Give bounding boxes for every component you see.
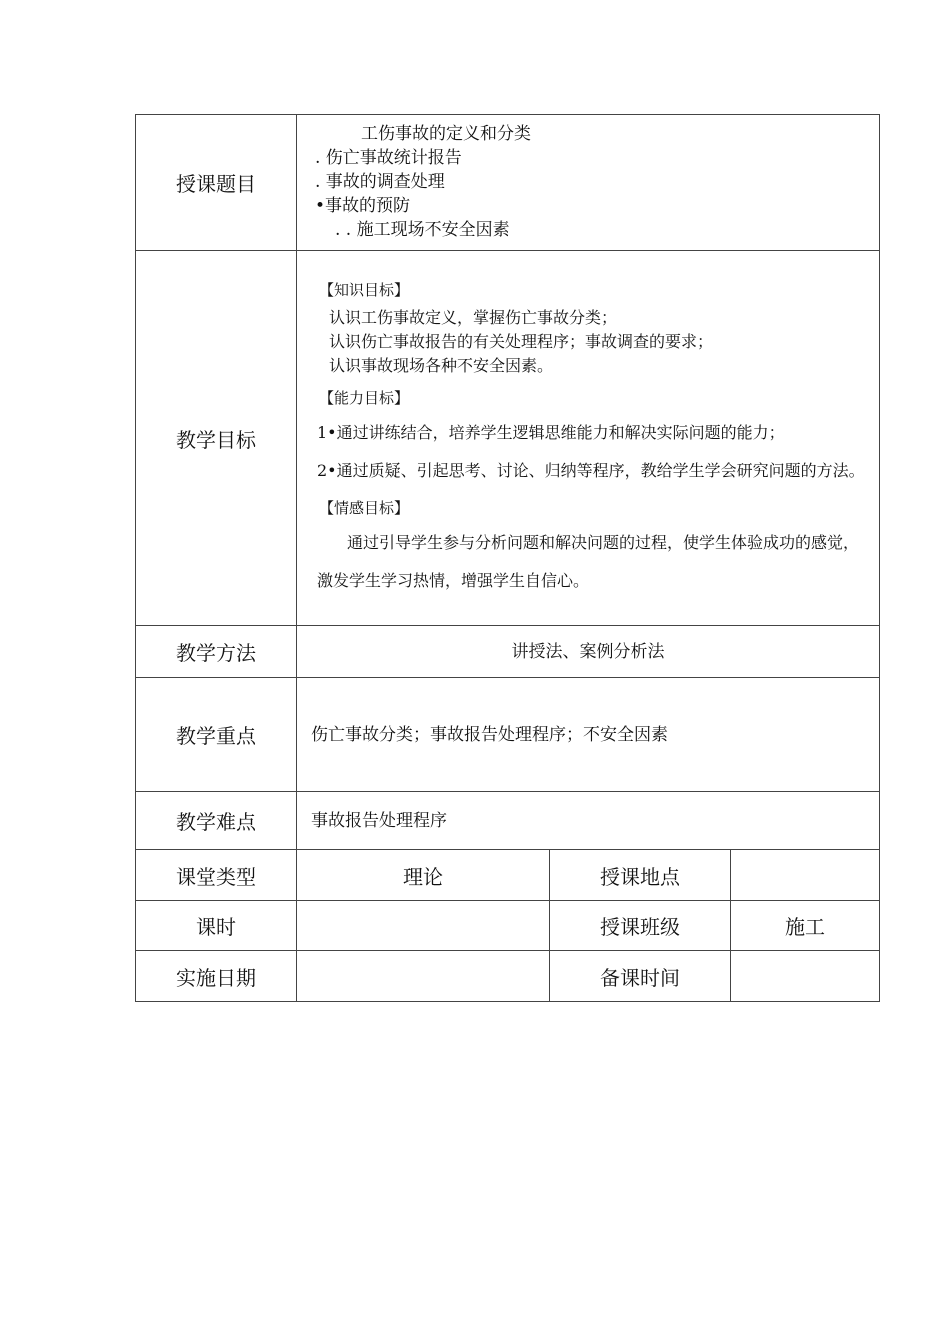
date-label: 实施日期 (136, 951, 297, 1002)
ability-item: 1•通过讲练结合，培养学生逻辑思维能力和解决实际问题的能力； (317, 423, 785, 442)
topic-line: 工伤事故的定义和分类 (361, 123, 531, 144)
class-value: 施工 (731, 901, 880, 951)
topic-row (136, 115, 880, 251)
key-points-row (136, 678, 880, 792)
hours-value (297, 901, 550, 951)
knowledge-item: 认识工伤事故定义，掌握伤亡事故分类； (329, 308, 618, 327)
method-value: 讲授法、案例分析法 (297, 626, 880, 678)
class-label: 授课班级 (550, 901, 731, 951)
difficulties-label: 教学难点 (136, 792, 297, 850)
lesson-plan-table (135, 114, 880, 1002)
objectives-label: 教学目标 (136, 251, 297, 626)
ability-header: 【能力目标】 (319, 389, 410, 407)
topic-line: . 事故的调查处理 (315, 171, 445, 192)
objectives-content (297, 251, 880, 626)
difficulties-value: 事故报告处理程序 (297, 792, 880, 850)
date-row (136, 951, 880, 1002)
prep-time-value (731, 951, 880, 1002)
knowledge-header: 【知识目标】 (319, 281, 410, 299)
method-row (136, 626, 880, 678)
location-value (731, 850, 880, 901)
hours-label: 课时 (136, 901, 297, 951)
date-value (297, 951, 550, 1002)
method-label: 教学方法 (136, 626, 297, 678)
ability-item: 2•通过质疑、引起思考、讨论、归纳等程序，教给学生学会研究问题的方法。 (317, 461, 865, 480)
knowledge-item: 认识事故现场各种不安全因素。 (329, 356, 554, 375)
topic-line: . 伤亡事故统计报告 (315, 147, 462, 168)
emotion-header: 【情感目标】 (319, 499, 410, 517)
prep-time-label: 备课时间 (550, 951, 731, 1002)
location-label: 授课地点 (550, 850, 731, 901)
emotion-text: 通过引导学生参与分析问题和解决问题的过程，使学生体验成功的感觉，激发学生学习热情，增强学生自信心。 (317, 533, 860, 590)
difficulties-row (136, 792, 880, 850)
knowledge-item: 认识伤亡事故报告的有关处理程序；事故调查的要求； (329, 332, 714, 351)
class-type-row (136, 850, 880, 901)
key-points-value: 伤亡事故分类；事故报告处理程序；不安全因素 (297, 678, 880, 792)
class-type-label: 课堂类型 (136, 850, 297, 901)
topic-content (297, 115, 880, 251)
topic-label: 授课题目 (136, 115, 297, 251)
topic-line: . . 施工现场不安全因素 (335, 219, 510, 240)
class-type-value: 理论 (297, 850, 550, 901)
objectives-row (136, 251, 880, 626)
key-points-label: 教学重点 (136, 678, 297, 792)
topic-line: •事故的预防 (315, 195, 411, 216)
hours-row (136, 901, 880, 951)
